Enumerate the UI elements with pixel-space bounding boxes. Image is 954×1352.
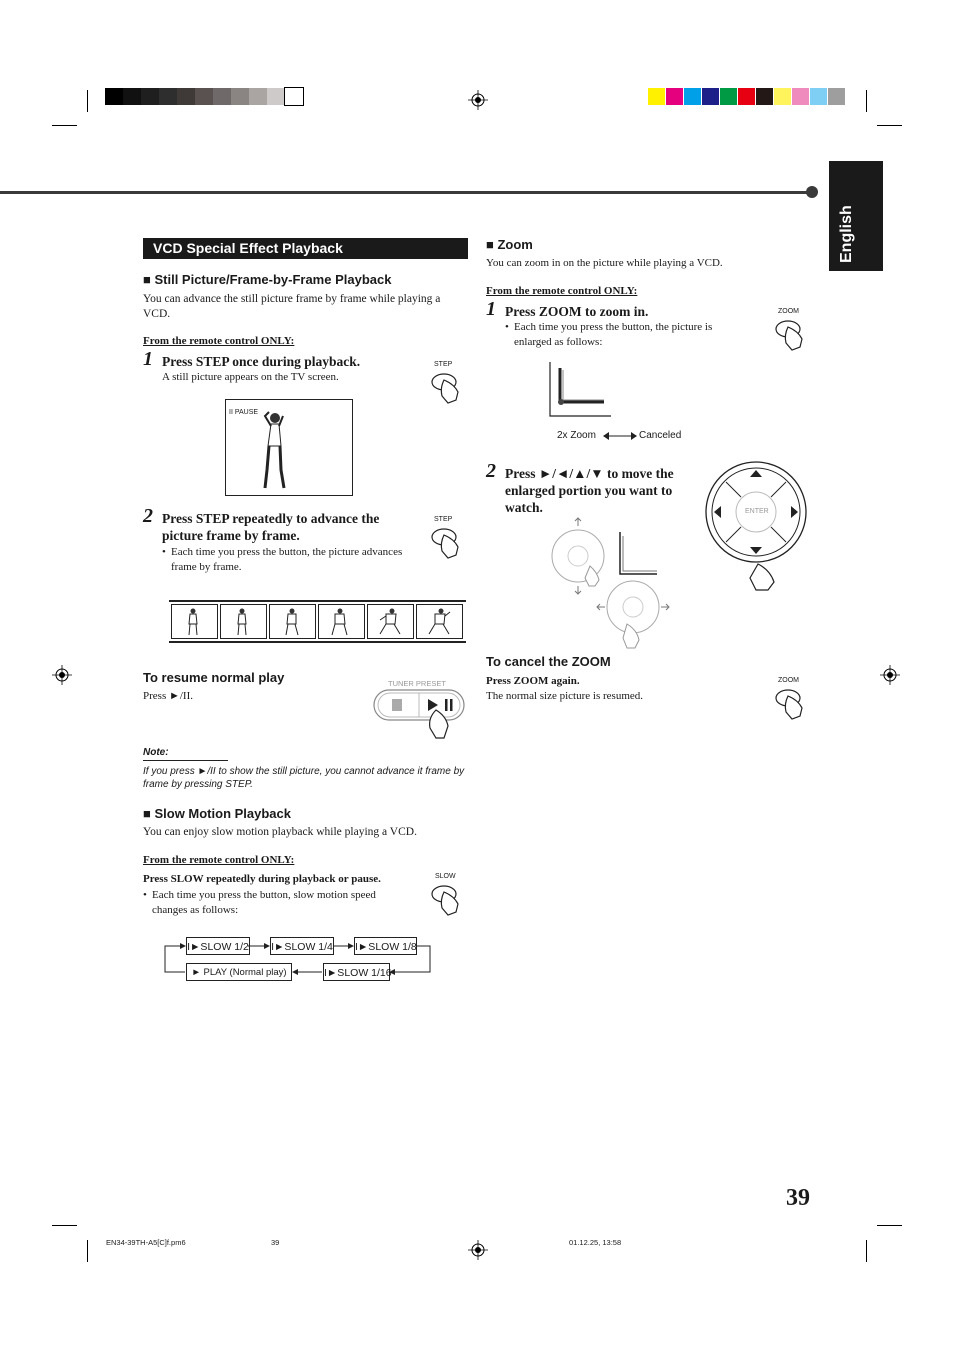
resume-heading: To resume normal play [143, 670, 285, 685]
step-instruction: Press ZOOM to zoom in. [505, 304, 649, 319]
square-bullet-icon: ■ [486, 237, 498, 252]
baseball-player-figure [259, 410, 289, 492]
step-bullet-text: Each time you press the button, the picture is enlarged as follows: [514, 321, 713, 348]
pause-label: PAUSE [234, 409, 259, 416]
crop-mark [866, 90, 867, 112]
header-rule-dot [806, 186, 818, 198]
zoom-illustration [548, 362, 612, 418]
bidirectional-arrow-icon [603, 432, 637, 440]
canceled-label: Canceled [639, 430, 682, 441]
note-text: If you press ►/II to show the still picture, you cannot advance it frame by frame by pressing STEP. [143, 766, 465, 790]
crop-mark [87, 90, 88, 112]
color-swatch [648, 88, 665, 105]
zoom-2x-label: 2x Zoom [557, 430, 596, 441]
player-thumbnail-icon [284, 608, 300, 636]
registration-mark-icon [468, 1240, 488, 1260]
play-normal-box: ► PLAY (Normal play) [186, 963, 292, 981]
color-swatch [738, 88, 755, 105]
crop-mark [52, 125, 77, 126]
gray-swatch [105, 88, 123, 105]
frame-thumbnail [220, 604, 267, 639]
zoom-button-press-icon[interactable] [774, 686, 808, 720]
language-tab [829, 161, 883, 271]
enter-button-label: ENTER [745, 508, 769, 515]
tuner-preset-label: TUNER PRESET [388, 679, 446, 688]
color-swatch [792, 88, 809, 105]
slow-button-label: SLOW [435, 873, 456, 880]
zoom-button-label: ZOOM [778, 677, 799, 684]
color-swatch [684, 88, 701, 105]
color-swatch [810, 88, 827, 105]
color-swatch [756, 88, 773, 105]
step-number: 1 [143, 348, 153, 370]
cancel-zoom-instruction: Press ZOOM again. [486, 675, 580, 687]
slow-bullet-text: Each time you press the button, slow motion speed changes as follows: [152, 889, 376, 916]
registration-mark-icon [880, 665, 900, 685]
step-instruction: Press STEP once during playback. [162, 354, 361, 369]
crop-mark [866, 1240, 867, 1262]
note-label: Note: [143, 747, 169, 758]
page-number: 39 [786, 1185, 810, 1211]
frame-thumbnail [416, 604, 463, 639]
crop-mark [877, 125, 902, 126]
remote-only-label: From the remote control ONLY: [143, 854, 295, 866]
zoom-heading-text: Zoom [497, 237, 533, 252]
player-thumbnail-icon [186, 608, 200, 636]
step-number: 2 [486, 460, 496, 482]
crop-mark [877, 1225, 902, 1226]
step-button-press-icon[interactable] [430, 370, 464, 404]
zoom-intro: You can zoom in on the picture while playing a VCD. [486, 257, 723, 269]
gray-swatch [123, 88, 141, 105]
slow-speed-box: I►SLOW 1/2 [186, 937, 250, 955]
header-rule [0, 191, 812, 194]
square-bullet-icon: ■ [143, 806, 155, 821]
step-instruction: Press ►/◄/▲/▼ to move the enlarged portion you want to watch. [505, 466, 674, 515]
remote-only-label: From the remote control ONLY: [143, 335, 295, 347]
zoom-button-press-icon[interactable] [774, 317, 808, 351]
footer-filename: EN34-39TH-A5[C]f.pm6 [106, 1238, 186, 1247]
color-swatch [774, 88, 791, 105]
color-swatch [828, 88, 845, 105]
slow-intro: You can enjoy slow motion playback while playing a VCD. [143, 826, 417, 838]
gray-swatch [141, 88, 159, 105]
square-bullet-icon: ■ [143, 272, 155, 287]
step-instruction: Press STEP repeatedly to advance the picture frame by frame. [162, 511, 380, 543]
cancel-zoom-text: The normal size picture is resumed. [486, 690, 644, 702]
pause-icon: II [229, 409, 235, 416]
cursor-pad-illustration [545, 516, 675, 650]
frame-thumbnail [318, 604, 365, 639]
pause-indicator [229, 409, 258, 416]
gray-swatch [177, 88, 195, 105]
gray-swatch [195, 88, 213, 105]
footer-page: 39 [271, 1238, 280, 1247]
player-thumbnail-icon [331, 608, 349, 636]
still-heading-text: Still Picture/Frame-by-Frame Playback [154, 272, 392, 287]
registration-mark-icon [468, 90, 488, 110]
gray-swatch [159, 88, 177, 105]
player-thumbnail-icon [427, 608, 451, 636]
color-swatch [702, 88, 719, 105]
still-heading [143, 272, 391, 287]
slow-bullet: • Each time you press the button, slow motion speed changes as follows: [143, 888, 408, 918]
section-title: VCD Special Effect Playback [143, 238, 468, 259]
zoom-button-label: ZOOM [778, 308, 799, 315]
crop-mark [87, 1240, 88, 1262]
cancel-zoom-heading: To cancel the ZOOM [486, 654, 611, 669]
pause-tv-screen [225, 399, 353, 496]
crop-mark [52, 1225, 77, 1226]
slow-instruction: Press SLOW repeatedly during playback or pause. [143, 873, 381, 885]
color-swatch [720, 88, 737, 105]
step-bullet-text: Each time you press the button, the picture advances frame by frame. [171, 546, 403, 573]
color-swatch [666, 88, 683, 105]
slow-button-press-icon[interactable] [430, 882, 464, 916]
step-subtext: A still picture appears on the TV screen. [162, 371, 339, 383]
language-tab-label: English [838, 205, 855, 263]
slow-speed-box: I►SLOW 1/4 [270, 937, 334, 955]
gray-swatch [249, 88, 267, 105]
note-underline [143, 760, 228, 761]
frame-thumbnail [269, 604, 316, 639]
still-intro: You can advance the still picture frame by frame while playing a VCD. [143, 293, 441, 320]
footer-timestamp: 01.12.25, 13:58 [569, 1238, 622, 1247]
slow-heading-text: Slow Motion Playback [154, 806, 291, 821]
registration-mark-icon [52, 665, 72, 685]
frame-strip [169, 600, 466, 643]
resume-instruction: Press ►/II. [143, 690, 193, 702]
step-button-label: STEP [434, 361, 453, 368]
step-number: 2 [143, 505, 153, 527]
slow-heading [143, 806, 291, 821]
slow-speed-box: I►SLOW 1/8 [354, 937, 417, 955]
player-thumbnail-icon [378, 608, 402, 636]
gray-swatch [267, 88, 285, 105]
player-thumbnail-icon [235, 608, 249, 636]
slow-speed-box: I►SLOW 1/16 [323, 963, 390, 981]
step-button-press-icon[interactable] [430, 525, 464, 559]
step-bullet: • Each time you press the button, the picture advances frame by frame. [162, 545, 427, 575]
gray-swatch [231, 88, 249, 105]
cursor-pad-icon[interactable] [704, 460, 808, 590]
step-number: 1 [486, 298, 496, 320]
zoom-heading [486, 237, 533, 252]
step-bullet: • Each time you press the button, the picture is enlarged as follows: [505, 320, 735, 350]
gray-swatch [285, 88, 303, 105]
play-pause-button-icon[interactable] [372, 688, 468, 740]
frame-thumbnail [367, 604, 414, 639]
step-button-label: STEP [434, 516, 453, 523]
frame-thumbnail [171, 604, 218, 639]
remote-only-label: From the remote control ONLY: [486, 285, 638, 297]
gray-swatch [213, 88, 231, 105]
